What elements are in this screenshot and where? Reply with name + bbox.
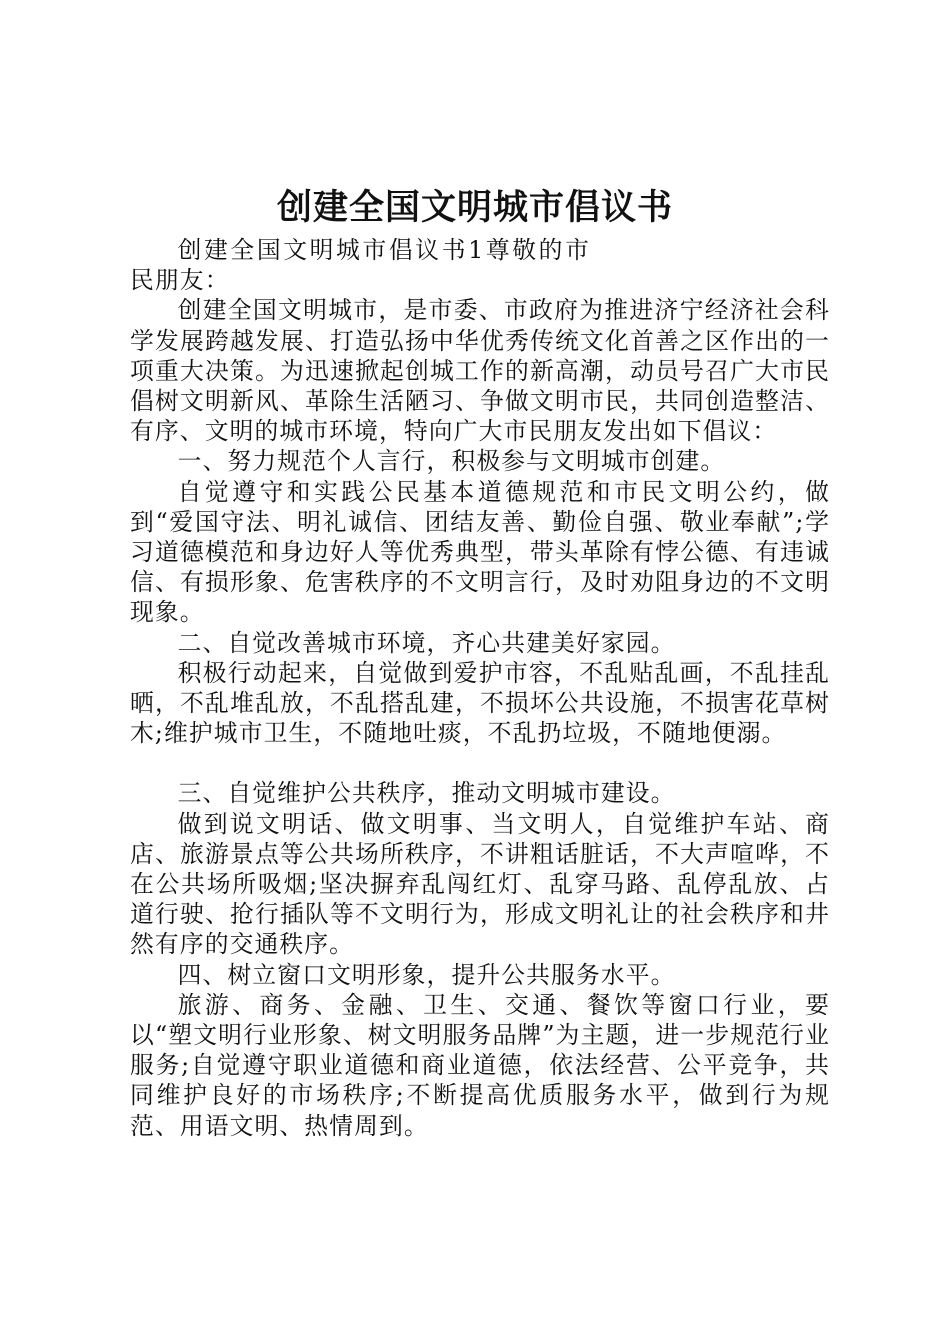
- paragraph-section-1: 自觉遵守和实践公民基本道德规范和市民文明公约，做到“爱国守法、明礼诚信、团结友善、勤俭自强、敬业奉献”;学习道德模范和身边好人等优秀典型，带头革除有悖公德、有违诚信、有损形象、危害秩序的不文明言行，及时劝阻身边的不文明现象。: [130, 477, 830, 627]
- paragraph-section-3: 做到说文明话、做文明事、当文明人，自觉维护车站、商店、旅游景点等公共场所秩序，不讲粗话脏话，不大声喧哗，不在公共场所吸烟;坚决摒弃乱闯红灯、乱穿马路、乱停乱放、占道行驶、抢行插队等不文明行为，形成文明礼让的社会秩序和井然有序的交通秩序。: [130, 809, 830, 959]
- document-body: [130, 235, 830, 1141]
- document-title: 创建全国文明城市倡议书: [276, 187, 673, 228]
- section-heading-2: 二、自觉改善城市环境，齐心共建美好家园。: [177, 628, 676, 657]
- section-heading-1: 一、努力规范个人言行，积极参与文明城市创建。: [177, 447, 726, 476]
- paragraph-section-2: 积极行动起来，自觉做到爱护市容，不乱贴乱画，不乱挂乱晒，不乱堆乱放，不乱搭乱建，不损坏公共设施，不损害花草树木;维护城市卫生，不随地吐痰，不乱扔垃圾，不随地便溺。: [130, 658, 830, 748]
- section-heading-4: 四、树立窗口文明形象，提升公共服务水平。: [177, 960, 676, 989]
- paragraph-intro: 创建全国文明城市倡议书1尊敬的市民朋友：: [130, 236, 590, 295]
- paragraph-section-4: 旅游、商务、金融、卫生、交通、餐饮等窗口行业，要以“塑文明行业形象、树文明服务品牌”为主题，进一步规范行业服务;自觉遵守职业道德和商业道德，依法经营、公平竞争，共同维护良好的市场秩序;不断提高优质服务水平，做到行为规范、用语文明、热情周到。: [130, 990, 830, 1140]
- section-heading-3: 三、自觉维护公共秩序，推动文明城市建设。: [177, 779, 676, 808]
- paragraph-background: 创建全国文明城市，是市委、市政府为推进济宁经济社会科学发展跨越发展、打造弘扬中华优秀传统文化首善之区作出的一项重大决策。为迅速掀起创城工作的新高潮，动员号召广大市民倡树文明新风、革除生活陋习、争做文明市民，共同创造整洁、有序、文明的城市环境，特向广大市民朋友发出如下倡议：: [130, 296, 830, 446]
